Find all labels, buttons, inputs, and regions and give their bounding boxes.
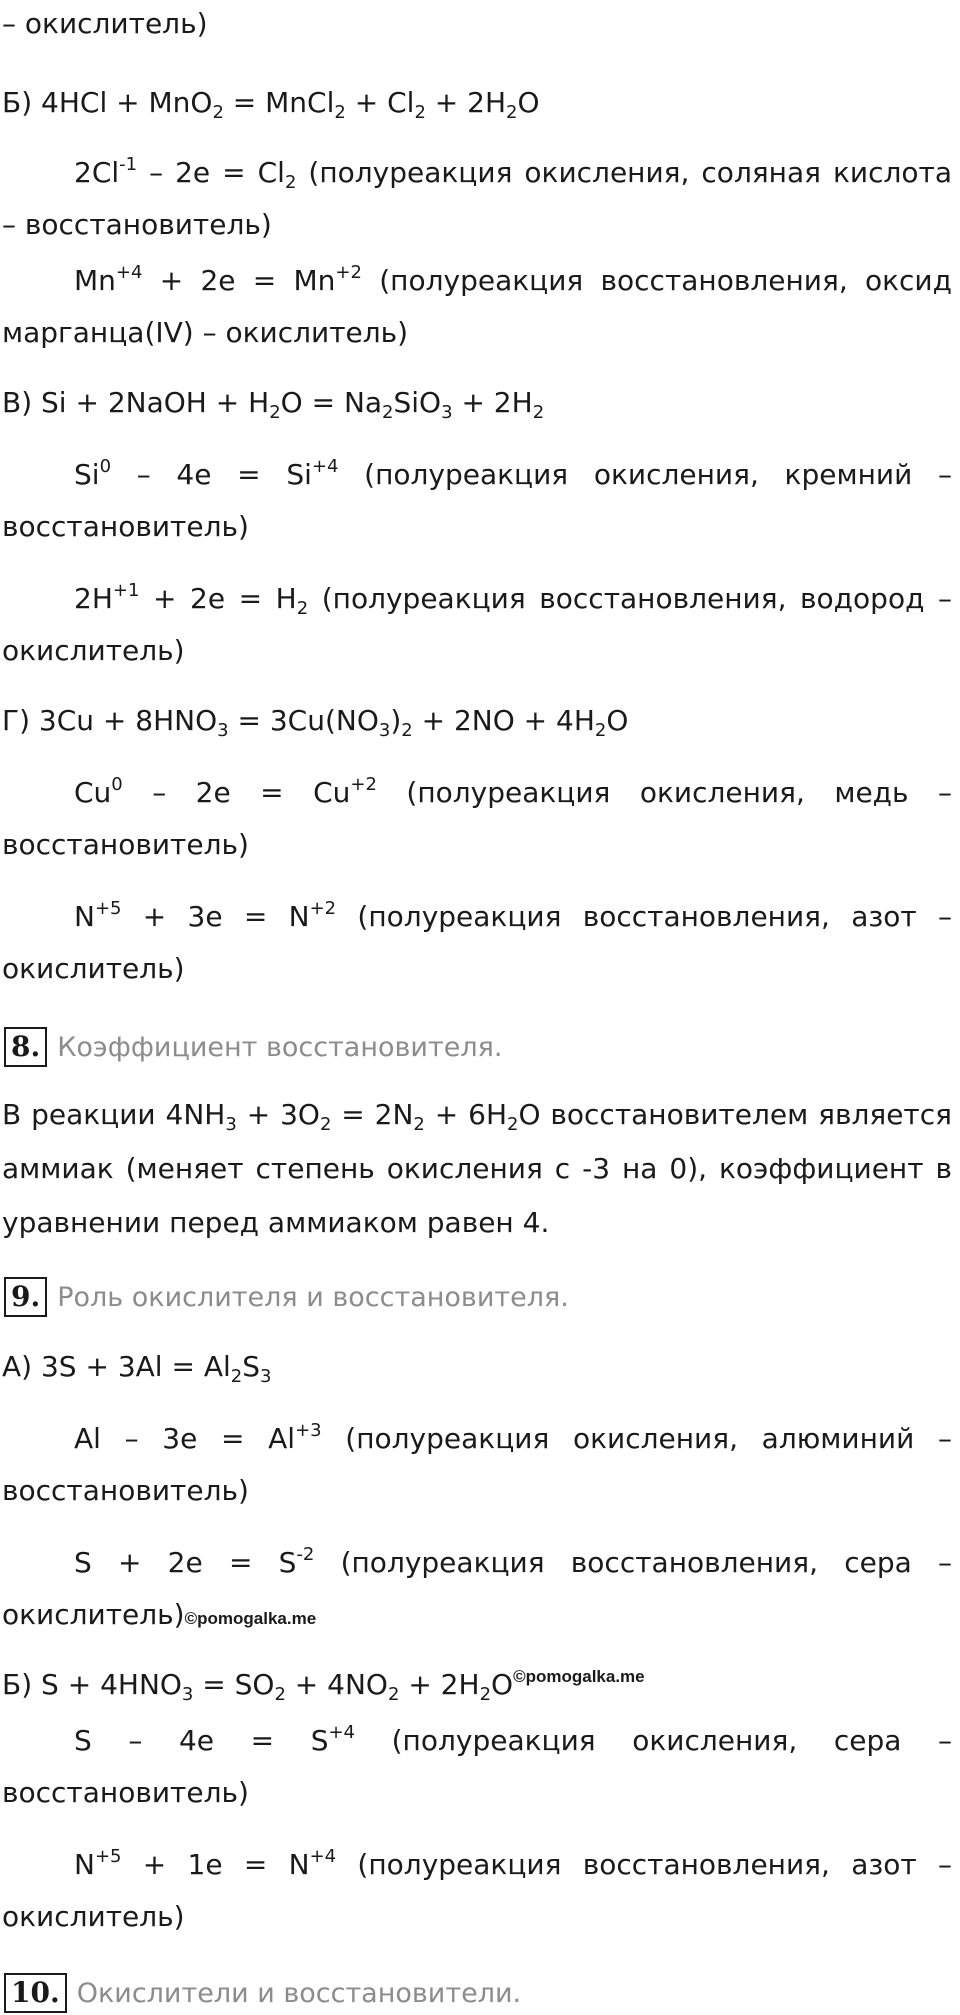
- paragraph-line: В реакции $4NH_3 + 3O_2 = 2N_2 + 6H_2O$ восстановителем является: [2, 1098, 952, 1135]
- section-heading-9: [4, 1275, 569, 1319]
- text-line: – восстановитель): [2, 208, 272, 241]
- section-heading-10: [4, 1971, 521, 2015]
- text-line: марганца(IV) – окислитель): [2, 316, 409, 349]
- text-line: окислитель): [2, 1900, 185, 1933]
- text-line: восстановитель): [2, 828, 249, 861]
- text-line: восстановитель): [2, 510, 249, 543]
- text-line: восстановитель): [2, 1776, 249, 1809]
- section-number: 8.: [4, 1027, 47, 1067]
- equation-line: В) Si + 2NaOH + $H_2O = Na_2SiO_3 + 2H_2$: [2, 386, 545, 423]
- half-reaction-line: $N^{+5} + 3e = N^{+2}$ (полуреакция восстановления, азот –: [74, 898, 952, 933]
- section-title: Коэффициент восстановителя.: [57, 1031, 503, 1063]
- watermark: ©pomogalka.me: [513, 1667, 645, 1686]
- text-line: – окислитель): [2, 7, 208, 40]
- half-reaction-line: $Mn^{+4} + 2e = Mn^{+2}$ (полуреакция восстановления, оксид: [74, 262, 952, 297]
- half-reaction-line: $2H^{+1} + 2e = H_2$ (полуреакция восстановления, водород –: [74, 580, 952, 619]
- section-title: Роль окислителя и восстановителя.: [57, 1281, 569, 1313]
- equation-line: Г) $3Cu + 8HNO_3 = 3Cu(NO_3)_2 + 2NO + 4H_2O$: [2, 704, 629, 741]
- half-reaction-line: $S - 4e = S^{+4}$ (полуреакция окисления, сера –: [74, 1722, 952, 1757]
- section-number: 10.: [4, 1973, 67, 2013]
- section-number: 9.: [4, 1277, 47, 1317]
- watermark: ©pomogalka.me: [184, 1609, 317, 1628]
- text-line: окислитель)©pomogalka.me: [2, 1598, 317, 1631]
- half-reaction-line: $N^{+5} + 1e = N^{+4}$ (полуреакция восстановления, азот –: [74, 1846, 952, 1881]
- text-line: окислитель): [2, 952, 185, 985]
- half-reaction-line: $Cu^0 - 2e = Cu^{+2}$ (полуреакция окисления, медь –: [74, 774, 952, 809]
- text-line: восстановитель): [2, 1474, 249, 1507]
- text-line: окислитель): [2, 634, 185, 667]
- paragraph-line: уравнении перед аммиаком равен 4.: [2, 1206, 550, 1239]
- paragraph-line: аммиак (меняет степень окисления с -3 на 0), коэффициент в: [2, 1152, 952, 1185]
- section-title: Окислители и восстановители.: [76, 1977, 522, 2009]
- equation-line: Б) $S + 4HNO_3 = SO_2 + 4NO_2 + 2H_2O^{©pomogalka.me}$: [2, 1667, 645, 1705]
- equation-line: А) $3S + 3Al = Al_2S_3$: [2, 1350, 272, 1387]
- half-reaction-line: $S + 2e = S^{-2}$ (полуреакция восстановления, сера –: [74, 1544, 952, 1579]
- section-heading-8: [4, 1025, 502, 1069]
- equation-line: Б) 4HCl + MnO$_2$ = MnCl$_2$ + $Cl_2 + 2H_2O$: [2, 86, 540, 123]
- half-reaction-line: $2Cl^{-1} - 2e = Cl_2$ (полуреакция окисления, соляная кислота: [74, 154, 952, 193]
- half-reaction-line: $Al - 3e = Al^{+3}$ (полуреакция окисления, алюминий –: [74, 1420, 952, 1455]
- half-reaction-line: $Si^0 - 4e = Si^{+4}$ (полуреакция окисления, кремний –: [74, 456, 952, 491]
